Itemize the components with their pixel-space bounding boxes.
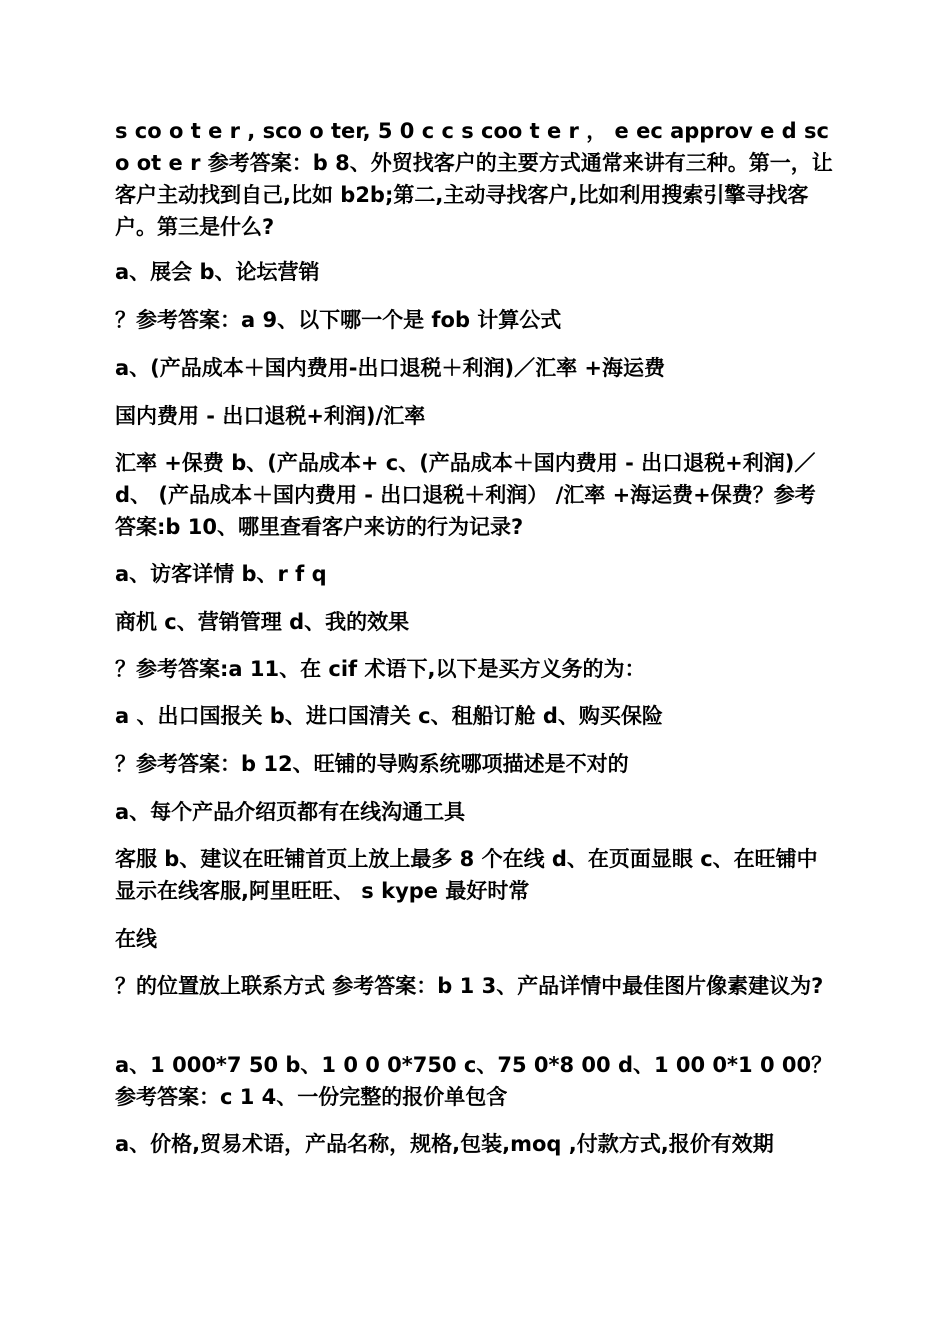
- paragraph-answer-8-question-9: ？参考答案：a 9、以下哪一个是 fob 计算公式: [115, 308, 562, 332]
- paragraph-option-12a: a、每个产品介绍页都有在线沟通工具: [115, 800, 466, 824]
- paragraph-option-9-fragment: 国内费用 - 出口退税+利润)/汇率: [115, 404, 426, 428]
- paragraph-options-11: a 、出口国报关 b、进口国清关 c、租船订舱 d、购买保险: [115, 704, 663, 728]
- paragraph-options-13-question-14: a、1 000*7 50 b、1 0 0 0*750 c、75 0*8 00 d、1 00 0*1 0 00？参考答案：c 1 4、一份完整的报价单包含: [115, 1053, 833, 1109]
- paragraph-options-10b: 商机 c、营销管理 d、我的效果: [115, 610, 410, 634]
- paragraph-answer-12-question-13: ？的位置放上联系方式 参考答案：b 1 3、产品详情中最佳图片像素建议为?: [115, 974, 824, 998]
- paragraph-options-12: 客服 b、建议在旺铺首页上放上最多 8 个在线 d、在页面显眼 c、在旺铺中显示在线客服,阿里旺旺、 s kype 最好时常: [115, 847, 818, 903]
- paragraph-options-10a: a、访客详情 b、r f q: [115, 562, 327, 586]
- paragraph-option-12-fragment: 在线: [115, 927, 157, 951]
- paragraph-answer-10-question-11: ？参考答案:a 11、在 cif 术语下,以下是买方义务的为：: [115, 657, 646, 681]
- paragraph-question-8: s co o t e r , sco o ter, 5 0 c c s coo t e r ， e ec approv e d sc o ot e r 参考答案：b 8、外贸找客户的主要方式通常来讲有三种。第一，让客户主动找到自己,比如 b2b;第二,主动寻找客户,比如利用搜索引擎寻找客户。第三是什么?: [115, 119, 833, 239]
- paragraph-option-14a: a、价格,贸易术语，产品名称，规格,包装,moq ,付款方式,报价有效期: [115, 1132, 774, 1156]
- paragraph-options-9-question-10: 汇率 +保费 b、(产品成本+ c、(产品成本＋国内费用 - 出口退税+利润)／ d、 (产品成本＋国内费用 - 出口退税＋利润） /汇率 +海运费+保费？参考答案:b 10、哪里查看客户来访的行为记录?: [115, 451, 816, 539]
- paragraph-option-9a: a、(产品成本＋国内费用-出口退税＋利润)／汇率 +海运费: [115, 356, 665, 380]
- paragraph-options-8: a、展会 b、论坛营销: [115, 260, 320, 284]
- paragraph-answer-11-question-12: ？参考答案：b 12、旺铺的导购系统哪项描述是不对的: [115, 752, 629, 776]
